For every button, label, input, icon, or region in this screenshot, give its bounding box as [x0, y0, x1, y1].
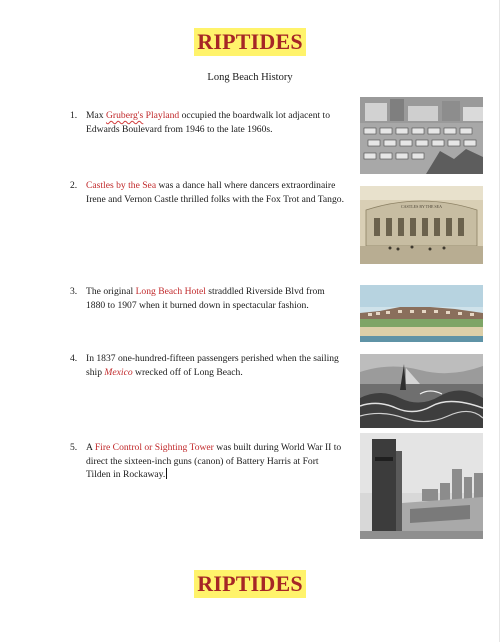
highlight-text: Fire Control or Sighting Tower	[94, 442, 214, 453]
highlight-text: Long Beach Hotel	[135, 286, 206, 297]
history-item-2[interactable]	[70, 179, 345, 206]
footer-banner	[0, 570, 500, 598]
item-text[interactable]: In 1837 one-hundred-fifteen passengers perished when the sailing ship Mexico wrecked off of Long Beach.	[86, 353, 339, 378]
boardwalk-parking-lot-photo[interactable]	[360, 97, 483, 174]
item-text[interactable]: The original Long Beach Hotel straddled Riverside Blvd from 1880 to 1907 when it burned down in spectacular fashion.	[86, 286, 325, 311]
photo-graphic	[360, 97, 483, 174]
item-text[interactable]: Castles by the Sea was a dance hall where dancers extraordinaire Irene and Vernon Castle thrilled folks with the Fox Trot and Tango.	[86, 180, 344, 205]
item-number: 1.	[70, 110, 78, 121]
item-text[interactable]: Max Gruberg's Playland occupied the boardwalk lot adjacent to Edwards Boulevard from 1946 to the late 1960s.	[86, 110, 331, 135]
history-item-4[interactable]	[70, 352, 345, 379]
item-number: 3.	[70, 286, 78, 297]
history-item-5[interactable]	[70, 441, 345, 482]
history-item-3[interactable]	[70, 285, 345, 312]
postcard-sign-text: CASTLES BY THE SEA	[400, 204, 443, 209]
item-number: 4.	[70, 353, 78, 364]
spellcheck-word: Gruberg's	[105, 110, 144, 121]
photo-graphic	[360, 186, 483, 264]
history-item-1[interactable]	[70, 109, 345, 136]
item-number: 5.	[70, 442, 78, 453]
header-banner	[0, 28, 500, 56]
header-banner-text: RIPTIDES	[194, 28, 306, 56]
highlight-text: Mexico	[104, 366, 133, 378]
text-cursor	[166, 468, 167, 479]
photo-graphic	[360, 354, 483, 428]
photo-graphic	[360, 433, 483, 539]
shipwreck-painting-photo[interactable]	[360, 354, 483, 428]
sighting-tower-photo[interactable]	[360, 433, 483, 539]
hotel-postcard-photo[interactable]	[360, 285, 483, 342]
photo-graphic	[360, 285, 483, 342]
item-text[interactable]: A Fire Control or Sighting Tower was built during World War II to direct the sixteen-inch guns (canon) of Battery Harris at Fort Tilden in Rockaway.	[86, 442, 342, 480]
page-subtitle: Long Beach History	[207, 72, 293, 83]
highlight-text: Castles by the Sea	[86, 180, 157, 191]
dance-hall-postcard-photo[interactable]	[360, 186, 483, 264]
footer-banner-text: RIPTIDES	[194, 570, 306, 598]
item-number: 2.	[70, 180, 78, 191]
